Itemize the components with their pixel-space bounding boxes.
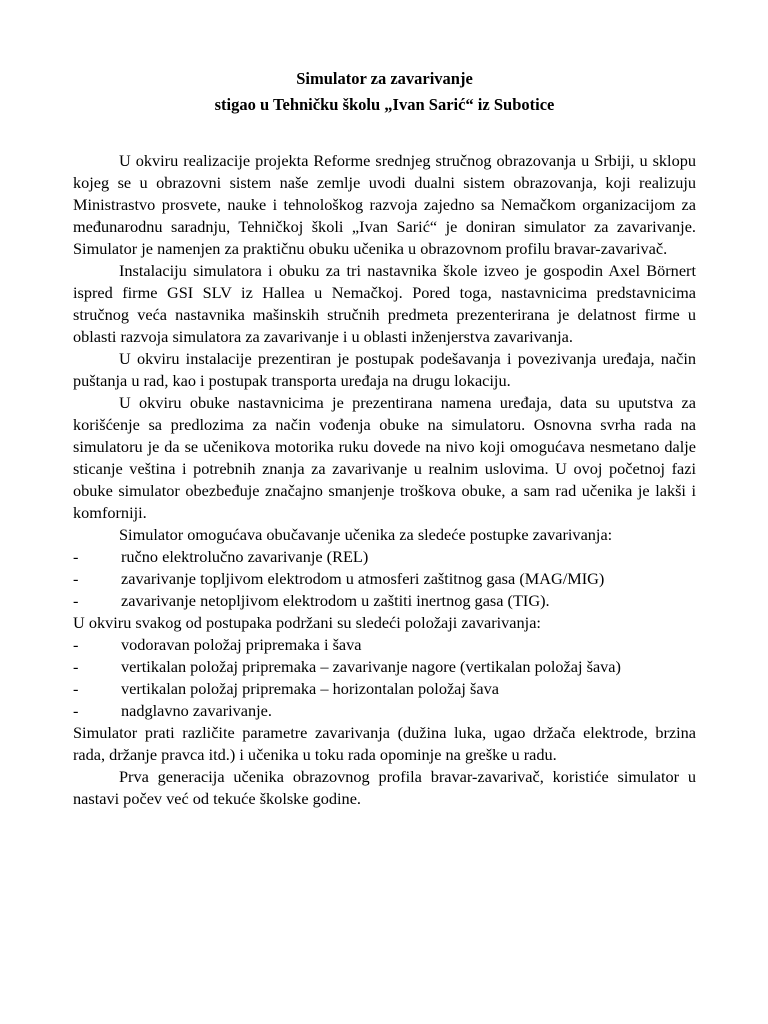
title-line-1: Simulator za zavarivanje	[296, 69, 473, 88]
list-item: - ručno elektrolučno zavarivanje (REL)	[121, 546, 696, 568]
procedures-list	[73, 546, 696, 612]
list-item: - nadglavno zavarivanje.	[121, 700, 696, 722]
title-line-2: stigao u Tehničku školu „Ivan Sarić“ iz Subotice	[214, 95, 555, 114]
list-item: - vertikalan položaj pripremaka – zavarivanje nagore (vertikalan položaj šava)	[121, 656, 696, 678]
paragraph-installation-training: Instalaciju simulatora i obuku za tri nastavnika škole izveo je gospodin Axel Börnert ispred firme GSI SLV iz Hallea u Nemačkoj. Pored toga, nastavnicima predstavnicima stručnog veća nastavnika mašinskih stručnih predmeta prezenterirana je delatnost firme u oblasti razvoja simulatora za zavarivanje i u oblasti inženjerstva zavarivanja.	[73, 261, 696, 346]
list-item: - vertikalan položaj pripremaka – horizontalan položaj šava	[121, 678, 696, 700]
list-item: - vodoravan položaj pripremaka i šava	[121, 634, 696, 656]
paragraph-first-generation: Prva generacija učenika obrazovnog profila bravar-zavarivač, koristiće simulator u nastavi počev već od tekuće školske godine.	[73, 767, 696, 808]
list-item: - zavarivanje topljivom elektrodom u atmosferi zaštitnog gasa (MAG/MIG)	[121, 568, 696, 590]
paragraph-parameters: Simulator prati različite parametre zavarivanja (dužina luka, ugao držača elektrode, brzina rada, držanje pravca itd.) i učenika u toku rada opominje na greške u radu.	[73, 723, 696, 764]
document-page	[73, 66, 696, 810]
paragraph-training-purpose: U okviru obuke nastavnicima je prezentirana namena uređaja, data su uputstva za korišćenje sa predlozima za način vođenja obuke na simulatoru. Osnovna svrha rada na simulatoru je da se učenikova motorika ruku dovede na nivo koji omogućava nesmetano dalje sticanje veština i potrebnih znanja za zavarivanje u realnim uslovima. U ovoj početnoj fazi obuke simulator obezbeđuje značajno smanjenje troškova obuke, a sam rad učenika je lakši i komforniji.	[73, 393, 696, 522]
document-title	[73, 66, 696, 118]
document-body	[73, 150, 696, 810]
list-item: - zavarivanje netopljivom elektrodom u zaštiti inertnog gasa (TIG).	[121, 590, 696, 612]
paragraph-procedures-intro: Simulator omogućava obučavanje učenika za sledeće postupke zavarivanja:	[119, 525, 613, 544]
positions-list	[73, 634, 696, 722]
paragraph-installation-procedure: U okviru instalacije prezentiran je postupak podešavanja i povezivanja uređaja, način puštanja u rad, kao i postupak transporta uređaja na drugu lokaciju.	[73, 349, 696, 390]
paragraph-positions-intro: U okviru svakog od postupaka podržani su sledeći položaji zavarivanja:	[73, 613, 541, 632]
paragraph-intro: U okviru realizacije projekta Reforme srednjeg stručnog obrazovanja u Srbiji, u sklopu kojeg se u obrazovni sistem naše zemlje uvodi dualni sistem obrazovanja, koji realizuju Ministrastvo prosvete, nauke i tehnološkog razvoja zajedno sa Nemačkom organizacijom za međunarodnu saradnju, Tehničkoj školi „Ivan Sarić“ je doniran simulator za zavarivanje. Simulator je namenjen za praktičnu obuku učenika u obrazovnom profilu bravar-zavarivač.	[73, 151, 696, 258]
